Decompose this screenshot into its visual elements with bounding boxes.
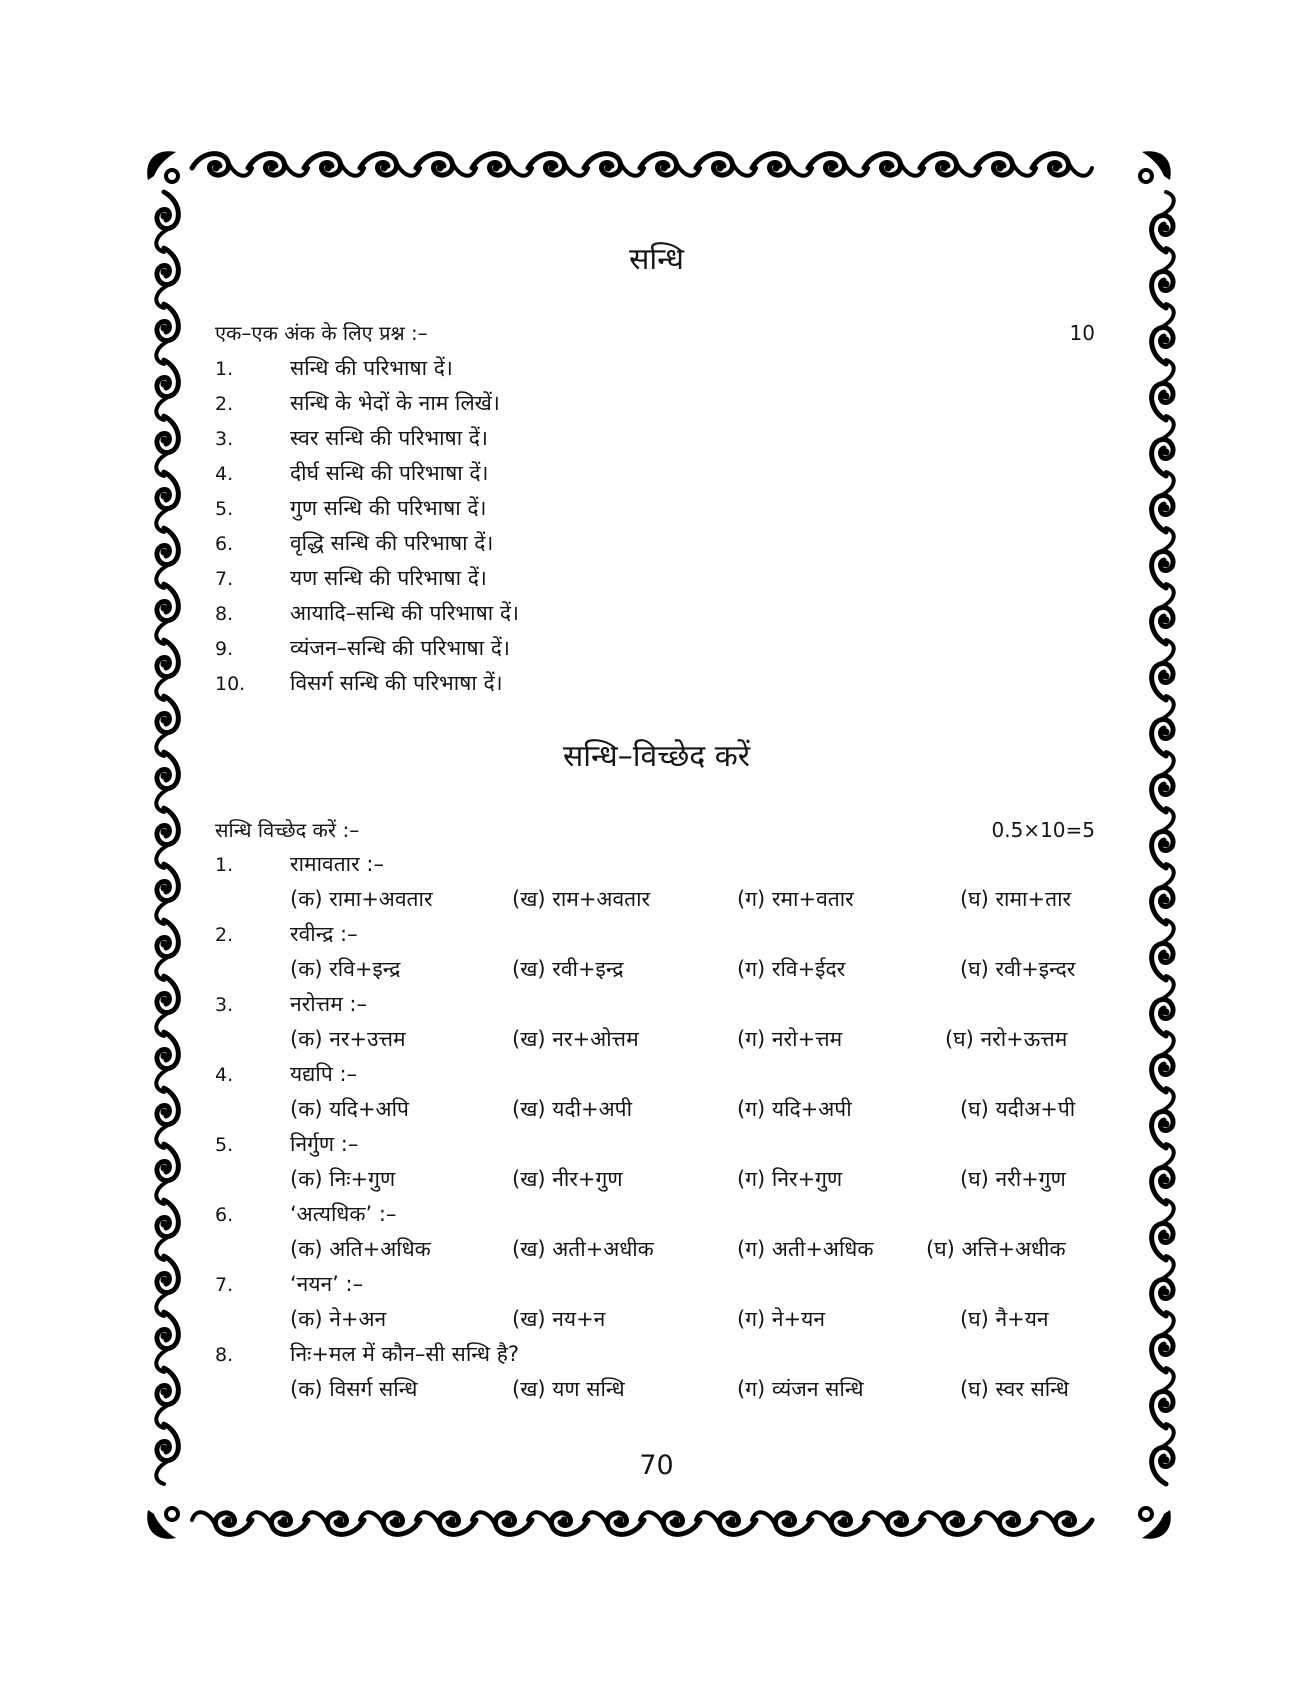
question-text: यद्यपि :– — [290, 1062, 358, 1086]
page-number: 70 — [639, 1450, 674, 1481]
option-ka: (क) अति+अधिक — [290, 1237, 431, 1261]
question-text: ‘नयन’ :– — [290, 1272, 364, 1296]
question-text: वृद्धि सन्धि की परिभाषा दें। — [290, 531, 494, 555]
question-number: 7. — [215, 1274, 234, 1296]
question-text: सन्धि की परिभाषा दें। — [290, 356, 453, 380]
option-gha: (घ) स्वर सन्धि — [960, 1377, 1069, 1401]
question-text: यण सन्धि की परिभाषा दें। — [290, 566, 487, 590]
option-ka: (क) नर+उत्तम — [290, 1027, 406, 1051]
option-gha: (घ) नरो+ऊत्तम — [945, 1027, 1068, 1051]
options-row — [290, 1162, 1100, 1196]
mcq-question-row — [215, 1267, 363, 1301]
option-kha: (ख) नय+न — [512, 1307, 606, 1331]
option-gha: (घ) यदीअ+पी — [960, 1097, 1076, 1121]
options-row — [290, 882, 1100, 916]
question-text: नरोत्तम :– — [290, 992, 368, 1016]
options-row — [290, 1372, 1100, 1406]
options-row — [290, 1022, 1100, 1056]
option-ga: (ग) यदि+अपी — [737, 1097, 852, 1121]
question-row — [215, 596, 519, 630]
question-number: 6. — [215, 1204, 234, 1226]
option-kha: (ख) यदी+अपी — [512, 1097, 633, 1121]
question-number: 9. — [215, 638, 234, 660]
option-ka: (क) विसर्ग सन्धि — [290, 1377, 418, 1401]
question-row — [215, 526, 493, 560]
question-text: रामावतार :– — [290, 852, 384, 876]
question-number: 10. — [215, 673, 246, 695]
question-row — [215, 351, 453, 385]
question-number: 4. — [215, 463, 234, 485]
section1-heading: एक–एक अंक के लिए प्रश्न :– — [215, 321, 428, 345]
options-row — [290, 952, 1100, 986]
options-row — [290, 1092, 1100, 1126]
question-text: दीर्घ सन्धि की परिभाषा दें। — [290, 461, 489, 485]
question-number: 2. — [215, 924, 234, 946]
question-number: 7. — [215, 568, 234, 590]
question-number: 6. — [215, 533, 234, 555]
question-number: 4. — [215, 1064, 234, 1086]
section1-marks: 10 — [1069, 321, 1095, 345]
question-row — [215, 561, 487, 595]
option-ga: (ग) रमा+वतार — [737, 887, 854, 911]
question-number: 1. — [215, 358, 234, 380]
option-ka: (क) ने+अन — [290, 1307, 387, 1331]
option-ga: (ग) रवि+ईदर — [737, 957, 846, 981]
question-row — [215, 666, 503, 700]
option-kha: (ख) यण सन्धि — [512, 1377, 625, 1401]
option-ga: (ग) निर+गुण — [737, 1167, 843, 1191]
option-ka: (क) निः+गुण — [290, 1167, 396, 1191]
question-text: व्यंजन–सन्धि की परिभाषा दें। — [290, 636, 510, 660]
question-row — [215, 631, 510, 665]
option-kha: (ख) रवी+इन्द्र — [512, 957, 624, 981]
section2-header — [215, 815, 1095, 845]
section1-header — [215, 318, 1095, 348]
question-text: विसर्ग सन्धि की परिभाषा दें। — [290, 671, 503, 695]
question-text: निर्गुण :– — [290, 1132, 359, 1156]
question-row — [215, 456, 488, 490]
option-ka: (क) रामा+अवतार — [290, 887, 433, 911]
question-number: 2. — [215, 393, 234, 415]
question-number: 3. — [215, 428, 234, 450]
question-text: निः+मल में कौन–सी सन्धि है? — [290, 1342, 520, 1366]
section2-heading: सन्धि विच्छेद करें :– — [215, 818, 360, 842]
question-text: गुण सन्धि की परिभाषा दें। — [290, 496, 487, 520]
question-number: 8. — [215, 1344, 234, 1366]
option-ka: (क) रवि+इन्द्र — [290, 957, 401, 981]
mcq-question-row — [215, 1337, 519, 1371]
option-ga: (ग) नरो+त्तम — [737, 1027, 843, 1051]
option-gha: (घ) अत्ति+अधीक — [926, 1237, 1066, 1261]
question-number: 3. — [215, 994, 234, 1016]
option-kha: (ख) राम+अवतार — [512, 887, 651, 911]
options-row — [290, 1302, 1100, 1336]
question-number: 5. — [215, 498, 234, 520]
option-kha: (ख) नीर+गुण — [512, 1167, 623, 1191]
section2-title: सन्धि–विच्छेद करें — [562, 739, 751, 774]
option-ga: (ग) अती+अधिक — [737, 1237, 874, 1261]
page-title: सन्धि — [629, 242, 684, 277]
mcq-question-row — [215, 1127, 358, 1161]
option-gha: (घ) रामा+तार — [960, 887, 1072, 911]
question-text: सन्धि के भेदों के नाम लिखें। — [290, 391, 500, 415]
question-row — [215, 491, 487, 525]
option-ga: (ग) ने+यन — [737, 1307, 825, 1331]
option-gha: (घ) नै+यन — [960, 1307, 1049, 1331]
mcq-question-row — [215, 917, 358, 951]
question-row — [215, 386, 500, 420]
option-kha: (ख) अती+अधीक — [512, 1237, 654, 1261]
question-text: आयादि–सन्धि की परिभाषा दें। — [290, 601, 519, 625]
question-row — [215, 421, 488, 455]
question-text: ‘अत्यधिक’ :– — [290, 1202, 397, 1226]
question-number: 1. — [215, 854, 234, 876]
mcq-question-row — [215, 1057, 357, 1091]
options-row — [290, 1232, 1100, 1266]
mcq-question-row — [215, 1197, 396, 1231]
question-number: 8. — [215, 603, 234, 625]
option-ka: (क) यदि+अपि — [290, 1097, 409, 1121]
option-gha: (घ) नरी+गुण — [960, 1167, 1066, 1191]
question-number: 5. — [215, 1134, 234, 1156]
question-text: स्वर सन्धि की परिभाषा दें। — [290, 426, 488, 450]
option-gha: (घ) रवी+इन्दर — [960, 957, 1076, 981]
mcq-question-row — [215, 847, 384, 881]
option-ga: (ग) व्यंजन सन्धि — [737, 1377, 864, 1401]
question-text: रवीन्द्र :– — [290, 922, 358, 946]
section2-marks: 0.5×10=5 — [991, 818, 1095, 842]
mcq-question-row — [215, 987, 367, 1021]
option-kha: (ख) नर+ओत्तम — [512, 1027, 639, 1051]
